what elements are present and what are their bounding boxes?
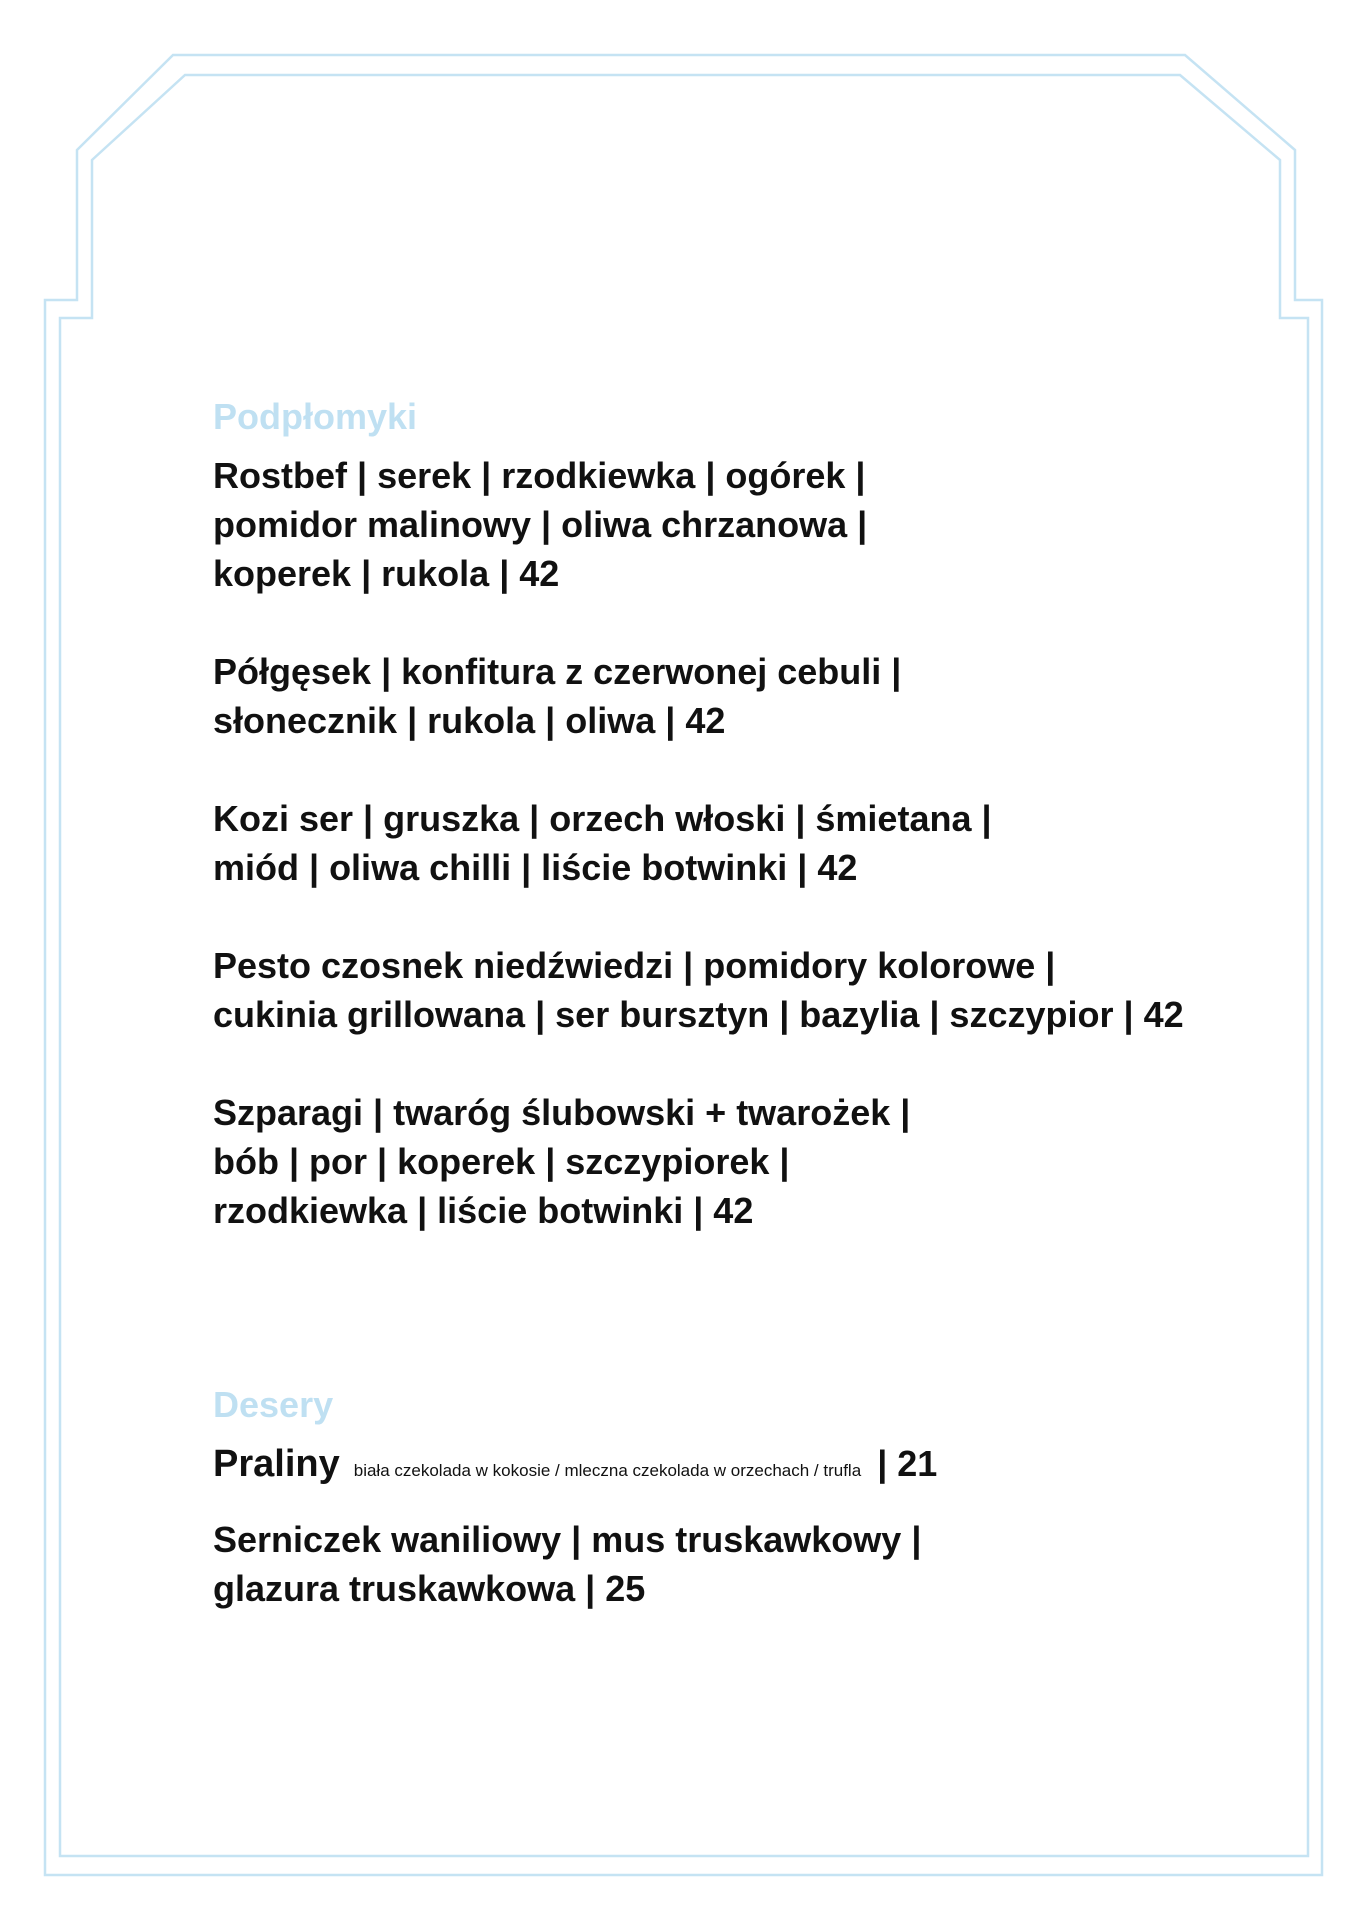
menu-item-rostbef <box>213 451 1293 598</box>
menu-item-line: Szparagi | twaróg ślubowski + twarożek | <box>213 1092 911 1133</box>
menu-item-kozi-ser <box>213 794 1293 892</box>
praline-name: Praliny <box>213 1443 340 1485</box>
menu-item-pesto <box>213 941 1293 1039</box>
praline-description: biała czekolada w kokosie / mleczna czekolada w orzechach / trufla <box>353 1461 862 1480</box>
menu-item-line: słonecznik | rukola | oliwa | 42 <box>213 700 726 741</box>
section-desserts <box>213 1383 1293 1613</box>
menu-item-line: glazura truskawkowa | 25 <box>213 1568 646 1609</box>
section-flatbreads <box>213 395 1293 1235</box>
menu-item-line: bób | por | koperek | szczypiorek | <box>213 1141 790 1182</box>
menu-item-line: pomidor malinowy | oliwa chrzanowa | <box>213 504 868 545</box>
menu-item-praliny <box>213 1439 1293 1495</box>
menu-item-szparagi <box>213 1088 1293 1235</box>
praline-price: | 21 <box>877 1443 938 1484</box>
section-title-desserts: Desery <box>213 1384 334 1425</box>
menu-item-line: Kozi ser | gruszka | orzech włoski | śmietana | <box>213 798 992 839</box>
section-title-flatbreads: Podpłomyki <box>213 396 418 437</box>
menu-item-line: koperek | rukola | 42 <box>213 553 560 594</box>
menu-item-polgesek <box>213 647 1293 745</box>
menu-content <box>213 395 1293 1613</box>
menu-item-line: Serniczek waniliowy | mus truskawkowy | <box>213 1519 922 1560</box>
menu-item-line: cukinia grillowana | ser bursztyn | bazylia | szczypior | 42 <box>213 994 1184 1035</box>
menu-item-line: rzodkiewka | liście botwinki | 42 <box>213 1190 754 1231</box>
menu-item-line: Półgęsek | konfitura z czerwonej cebuli | <box>213 651 902 692</box>
menu-item-serniczek <box>213 1515 1293 1613</box>
menu-item-line: miód | oliwa chilli | liście botwinki | 42 <box>213 847 858 888</box>
menu-item-line: Pesto czosnek niedźwiedzi | pomidory kolorowe | <box>213 945 1056 986</box>
menu-item-line: Rostbef | serek | rzodkiewka | ogórek | <box>213 455 866 496</box>
